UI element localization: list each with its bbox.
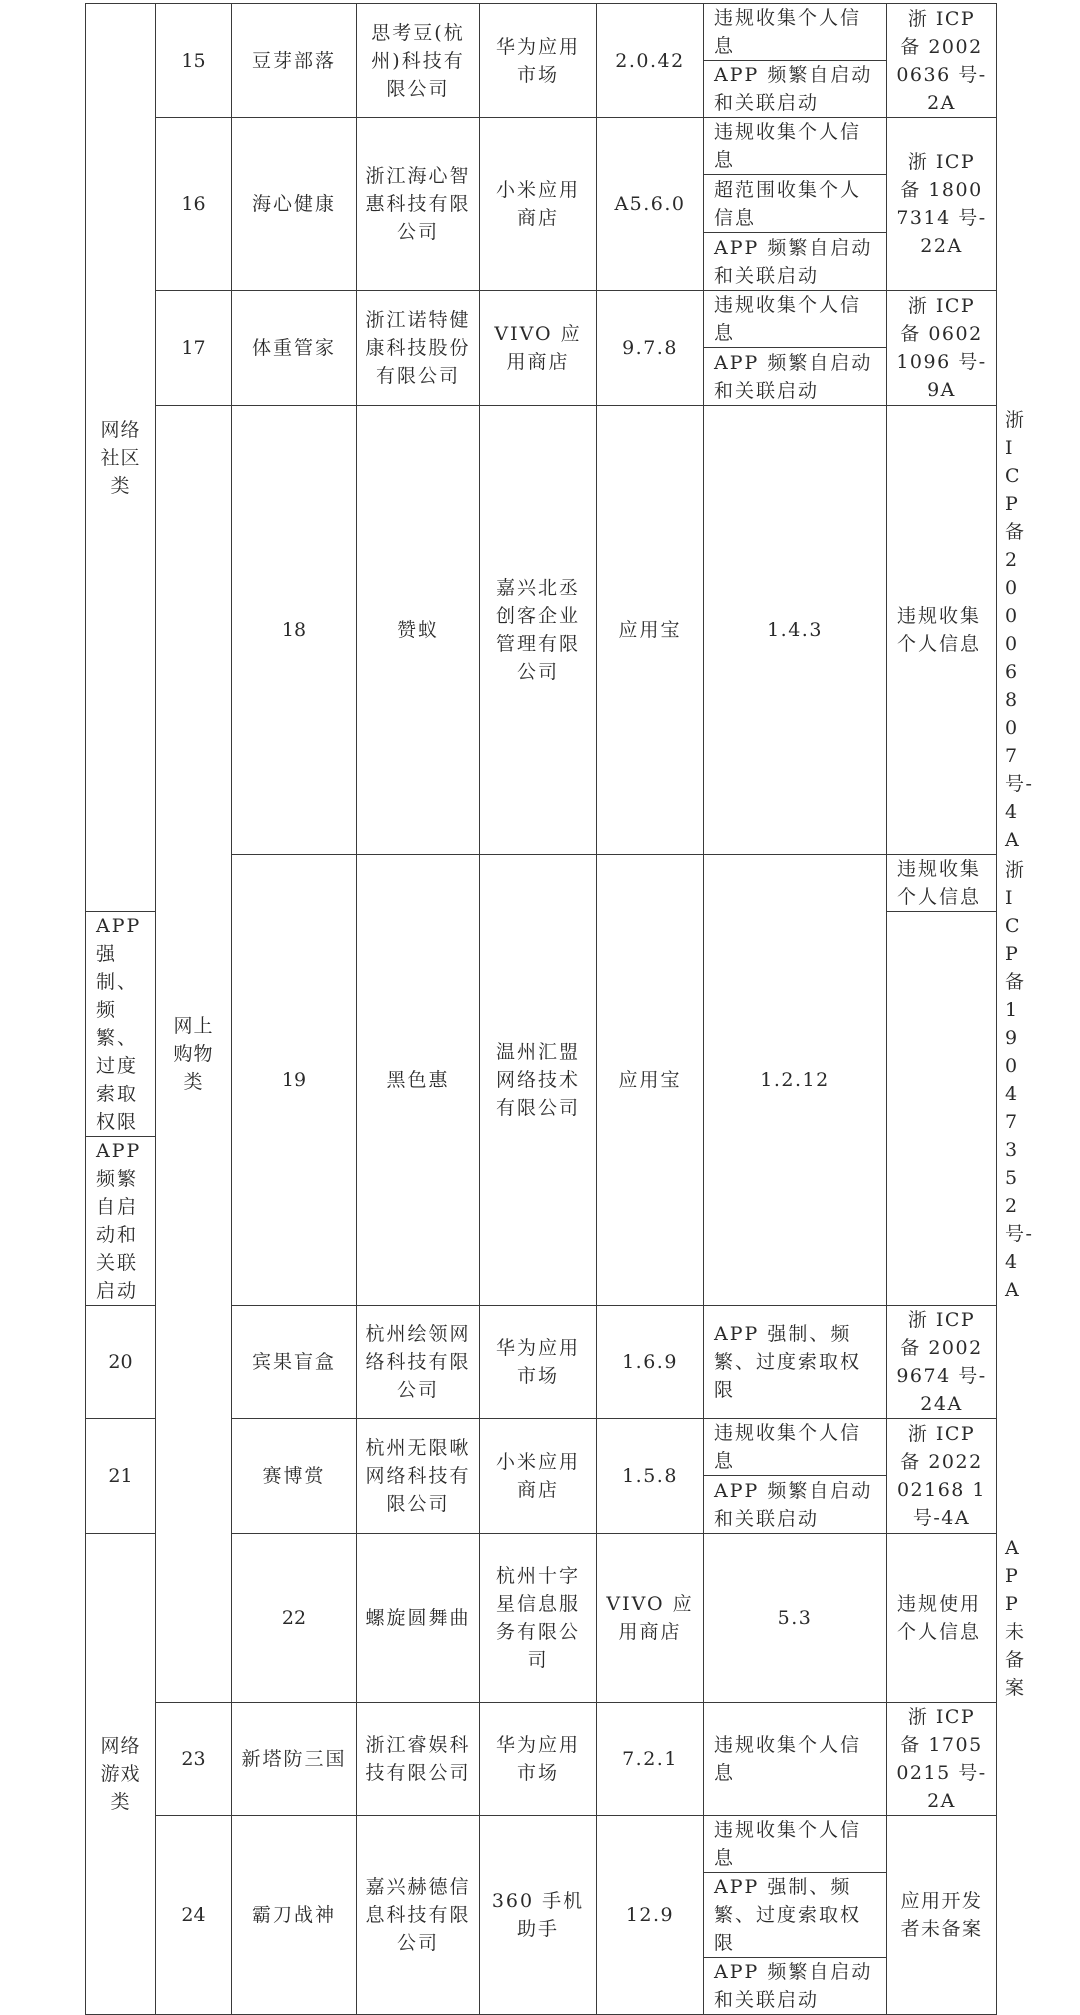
issue-item: 违规收集个人信息: [704, 1816, 887, 1873]
issue-item: APP 频繁自启动和关联启动: [704, 1958, 887, 2015]
issue-item: 超范围收集个人信息: [704, 175, 887, 233]
app-version: 1.4.3: [704, 406, 887, 855]
row-number: 15: [156, 4, 232, 118]
app-version: 12.9: [597, 1816, 704, 2015]
issue-item: APP 频繁自启动和关联启动: [704, 348, 887, 406]
app-version: 1.2.12: [704, 855, 887, 1306]
app-name: 体重管家: [232, 291, 357, 406]
row-number: 24: [156, 1816, 232, 2015]
app-name: 宾果盲盒: [232, 1306, 357, 1419]
issue-item: 违规收集个人信息: [704, 118, 887, 175]
issue-item: APP 频繁自启动和关联启动: [704, 1476, 887, 1534]
app-name: 新塔防三国: [232, 1703, 357, 1816]
issue-item: APP 强制、频繁、过度索取权限: [86, 912, 156, 1137]
issue-item: 违规收集个人信息: [704, 291, 887, 348]
row-number: 17: [156, 291, 232, 406]
icp-record: 浙 ICP 备 17050215 号-2A: [887, 1703, 997, 1816]
app-name: 螺旋圆舞曲: [357, 1534, 480, 1703]
company-name: 浙江海心智惠科技有限公司: [357, 118, 480, 291]
icp-record: 浙 ICP 备 06021096 号-9A: [887, 291, 997, 406]
app-store: VIVO 应用商店: [480, 291, 597, 406]
app-violation-table: 网络社区类 15 豆芽部落 思考豆(杭州)科技有限公司 华为应用市场 2.0.42 违规收集个人信息 浙 ICP 备 20020636 号-2A APP 频繁自启动和关联启动 16 海心健康 浙江海心智惠科技有限公司 小米应用商店 A5.6.0 违规收集个人信息 浙 ICP 备 18007314 号-22A 超范围收集个人信息 APP 频繁自启动和关联启动 17 体重管家 浙江诺特健康科技股份有限公司 VIVO 应用商店 9.7.8 违规收集个人信息 浙 ICP 备 06021096 号-9A APP 频繁自启动和关联启动 网上购物类 18 赞蚁 嘉兴北丞创客企业管理有限公司 应用宝 1.4.3 违规收集个人信息 浙 ICP 备 20006807 号-4A 19 黑色惠 温州汇盟网络技术有限公司 应用宝 1.2.12 违规收集个人信息 浙 ICP 备 19047352 号-4A APP 强制、频繁、过度索取权限 APP 频繁自启动和关联启动 20 宾果盲盒 杭州绘领网络科技有限公司 华为应用市场 1.6.9 APP 强制、频繁、过度索取权限 浙 ICP 备 20029674 号-24A 21 赛博赏 杭州无限啾网络科技有限公司 小米应用商店 1.5.8 违规收集个人信息 浙 ICP 备 202202168 1 号-4A APP 频繁自启动和关联启动 网络游戏类 22 螺旋圆舞曲 杭州十字星信息服务有限公司 VIVO 应用商店 5.3 违规使用个人信息 APP 未备案 23 新塔防三国 浙江睿娱科技有限公司 华为应用市场 7.2.1 违规收集个人信息 浙 ICP 备 17050215 号-2A 24 霸刀战神 嘉兴赫德信息科技有限公司 360 手机助手 12.9 违规收集个人信息 应用开发者未备案 APP 强制、频繁、过度索取权限 APP 频繁自启动和关联启动: [85, 3, 997, 2015]
app-name: 赛博赏: [232, 1419, 357, 1534]
app-version: 2.0.42: [597, 4, 704, 118]
icp-record: 应用开发者未备案: [887, 1816, 997, 2015]
issue-item: APP 强制、频繁、过度索取权限: [704, 1306, 887, 1419]
company-name: 浙江诺特健康科技股份有限公司: [357, 291, 480, 406]
app-store: 应用宝: [597, 855, 704, 1306]
row-number: 23: [156, 1703, 232, 1816]
issue-item: 违规收集个人信息: [704, 4, 887, 61]
app-store: VIVO 应用商店: [597, 1534, 704, 1703]
issue-item: 违规收集个人信息: [704, 1703, 887, 1816]
category-cell: 网络社区类: [86, 4, 156, 912]
company-name: 浙江睿娱科技有限公司: [357, 1703, 480, 1816]
app-version: 1.6.9: [597, 1306, 704, 1419]
app-store: 小米应用商店: [480, 1419, 597, 1534]
row-number: 19: [232, 855, 357, 1306]
issue-item: APP 频繁自启动和关联启动: [704, 233, 887, 291]
app-version: 1.5.8: [597, 1419, 704, 1534]
app-store: 华为应用市场: [480, 1306, 597, 1419]
icp-record: 浙 ICP 备 20029674 号-24A: [887, 1306, 997, 1419]
row-number: 22: [232, 1534, 357, 1703]
app-version: 9.7.8: [597, 291, 704, 406]
row-number: 20: [86, 1306, 156, 1419]
app-version: 5.3: [704, 1534, 887, 1703]
company-name: 杭州十字星信息服务有限公司: [480, 1534, 597, 1703]
icp-record: 浙 ICP 备 18007314 号-22A: [887, 118, 997, 291]
app-store: 360 手机助手: [480, 1816, 597, 2015]
app-store: 小米应用商店: [480, 118, 597, 291]
issue-item: APP 频繁自启动和关联启动: [704, 61, 887, 118]
app-version: 7.2.1: [597, 1703, 704, 1816]
company-name: 杭州无限啾网络科技有限公司: [357, 1419, 480, 1534]
company-name: 温州汇盟网络技术有限公司: [480, 855, 597, 1306]
issue-item: 违规收集个人信息: [887, 855, 997, 912]
company-name: 嘉兴北丞创客企业管理有限公司: [480, 406, 597, 855]
company-name: 杭州绘领网络科技有限公司: [357, 1306, 480, 1419]
company-name: 嘉兴赫德信息科技有限公司: [357, 1816, 480, 2015]
app-store: 华为应用市场: [480, 4, 597, 118]
icp-record: 浙 ICP 备 202202168 1 号-4A: [887, 1419, 997, 1534]
app-version: A5.6.0: [597, 118, 704, 291]
company-name: 思考豆(杭州)科技有限公司: [357, 4, 480, 118]
icp-record: 浙 ICP 备 20020636 号-2A: [887, 4, 997, 118]
issue-item: APP 频繁自启动和关联启动: [86, 1137, 156, 1306]
issue-item: APP 强制、频繁、过度索取权限: [704, 1873, 887, 1958]
app-name: 豆芽部落: [232, 4, 357, 118]
row-number: 18: [232, 406, 357, 855]
app-name: 黑色惠: [357, 855, 480, 1306]
app-name: 赞蚁: [357, 406, 480, 855]
issue-item: 违规收集个人信息: [887, 406, 997, 855]
issue-item: 违规收集个人信息: [704, 1419, 887, 1476]
issue-item: 违规使用个人信息: [887, 1534, 997, 1703]
app-store: 华为应用市场: [480, 1703, 597, 1816]
row-number: 21: [86, 1419, 156, 1534]
app-name: 霸刀战神: [232, 1816, 357, 2015]
app-store: 应用宝: [597, 406, 704, 855]
category-cell: 网络游戏类: [86, 1534, 156, 2015]
app-name: 海心健康: [232, 118, 357, 291]
row-number: 16: [156, 118, 232, 291]
category-cell: 网上购物类: [156, 406, 232, 1703]
